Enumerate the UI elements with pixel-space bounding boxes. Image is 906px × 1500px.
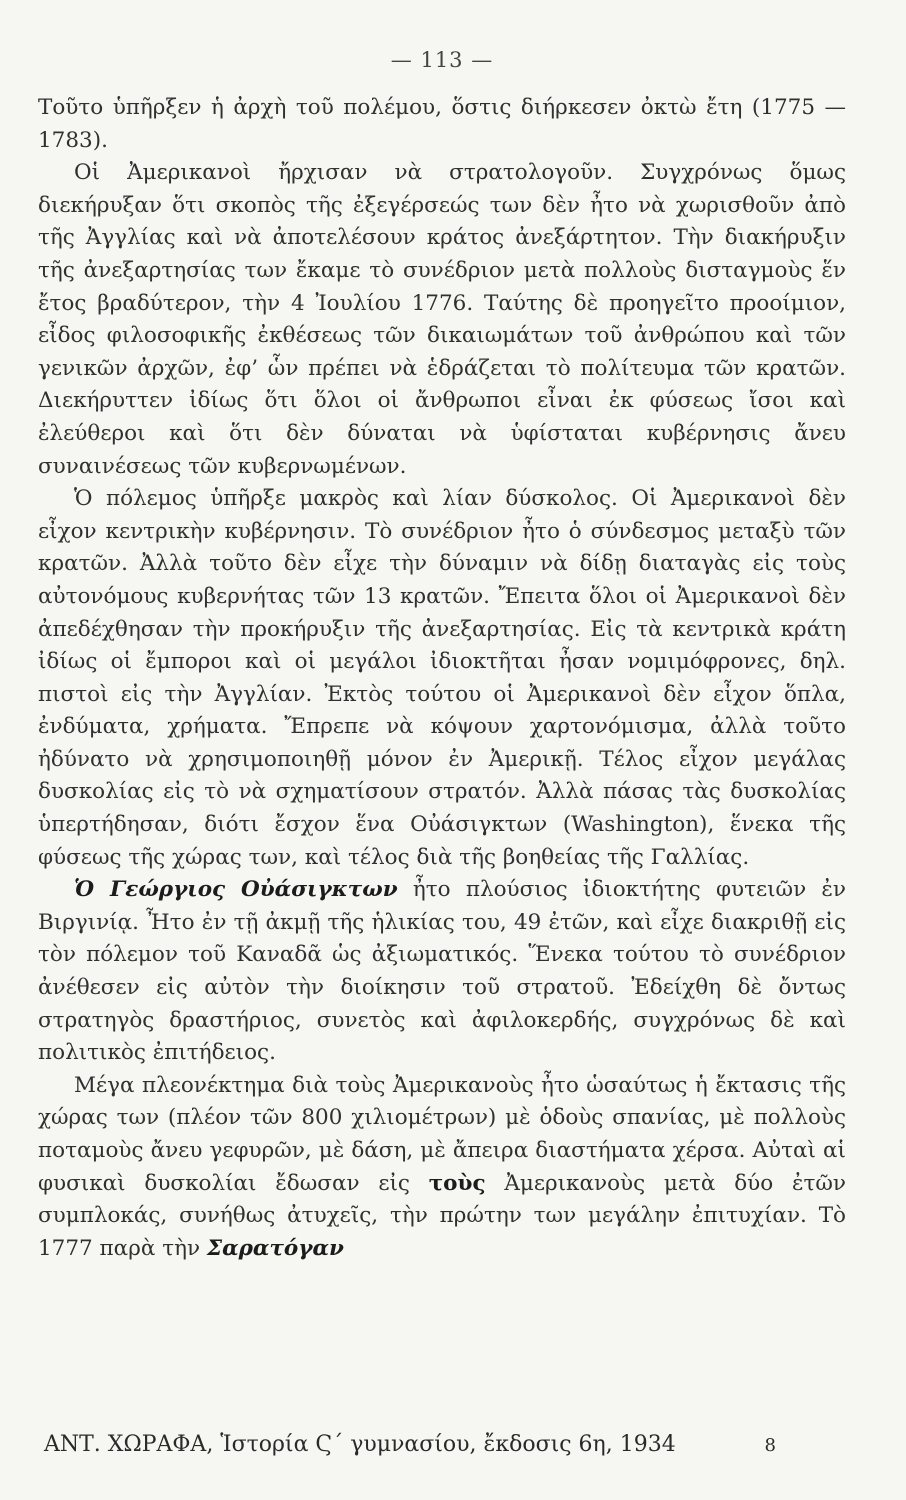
body-text	[38, 92, 846, 1265]
paragraph-1: Τοῦτο ὑπῆρξεν ἡ ἀρχὴ τοῦ πολέμου, ὅστις διήρκεσεν ὀκτὼ ἔτη (1775 — 1783).	[38, 95, 846, 153]
footer-sheet-number: 8	[764, 1435, 776, 1456]
paragraph-5-text-b: Ἀμερικανοὺς μετὰ δύο ἐτῶν συμπλοκάς, συνήθως ἀτυχεῖς, τὴν πρώτην των μεγάλην ἐπιτυχίαν. Τὸ 1777 παρὰ τὴν	[38, 1170, 846, 1261]
saratoga-emphasis: Σαρατόγαν	[206, 1235, 344, 1261]
paragraph-5-bold-word: τοὺς	[428, 1170, 486, 1196]
footer-signature: ΑΝΤ. ΧΩΡΑΦΑ, Ἱστορία Ϛ΄ γυμνασίου, ἔκδοσις 6η, 1934	[44, 1432, 676, 1457]
washington-heading: Ὁ Γεώργιος Οὐάσιγκτων	[74, 877, 398, 903]
page-number: — 113 —	[390, 48, 494, 72]
paragraph-4-text: ἦτο πλούσιος ἰδιοκτήτης φυτειῶν ἐν Βιργινίᾳ. Ἦτο ἐν τῇ ἀκμῇ τῆς ἡλικίας του, 49 ἐτῶν, καὶ εἶχε διακριθῇ εἰς τὸν πόλεμον τοῦ Καναδᾶ ὡς ἀξιωματικός. Ἕνεκα τούτου τὸ συνέδριον ἀνέθεσεν εἰς αὐτὸν τὴν διοίκησιν τοῦ στρατοῦ. Ἐδείχθη δὲ ὄντως στρατηγὸς δραστήριος, συνετὸς καὶ ἀφιλοκερδής, συγχρόνως δὲ καὶ πολιτικὸς ἐπιτήδειος.	[38, 877, 846, 1066]
paragraph-3: Ὁ πόλεμος ὑπῆρξε μακρὸς καὶ λίαν δύσκολος. Οἱ Ἀμερικανοὶ δὲν εἶχον κεντρικὴν κυβέρνησιν. Τὸ συνέδριον ἦτο ὁ σύνδεσμος μεταξὺ τῶν κρατῶν. Ἀλλὰ τοῦτο δὲν εἶχε τὴν δύναμιν νὰ δίδῃ διαταγὰς εἰς τοὺς αὐτονόμους κυβερνήτας τῶν 13 κρατῶν. Ἔπειτα ὅλοι οἱ Ἀμερικανοὶ δὲν ἀπεδέχθησαν τὴν προκήρυξιν τῆς ἀνεξαρτησίας. Εἰς τὰ κεντρικὰ κράτη ἰδίως οἱ ἔμποροι καὶ οἱ μεγάλοι ἰδιοκτῆται ἦσαν νομιμόφρονες, δηλ. πιστοὶ εἰς τὴν Ἀγγλίαν. Ἐκτὸς τούτου οἱ Ἀμερικανοὶ δὲν εἶχον ὅπλα, ἐνδύματα, χρήματα. Ἔπρεπε νὰ κόψουν χαρτονόμισμα, ἀλλὰ τοῦτο ἠδύνατο νὰ χρησιμοποιηθῇ μόνον ἐν Ἀμερικῇ. Τέλος εἶχον μεγάλας δυσκολίας εἰς τὸ νὰ σχηματίσουν στρατόν. Ἀλλὰ πάσας τὰς δυσκολίας ὑπερτήδησαν, διότι ἔσχον ἕνα Οὐάσιγκτων (Washington), ἕνεκα τῆς φύσεως τῆς χώρας των, καὶ τέλος διὰ τῆς βοηθείας τῆς Γαλλίας.	[38, 486, 846, 870]
paragraph-4	[38, 874, 846, 1070]
paragraph-5	[38, 1070, 846, 1266]
paragraph-2: Οἱ Ἀμερικανοὶ ἤρχισαν νὰ στρατολογοῦν. Συγχρόνως ὅμως διεκήρυξαν ὅτι σκοπὸς τῆς ἐξεγέρσεώς των δὲν ἦτο νὰ χωρισθοῦν ἀπὸ τῆς Ἀγγλίας καὶ νὰ ἀποτελέσουν κράτος ἀνεξάρτητον. Τὴν διακήρυξιν τῆς ἀνεξαρτησίας των ἔκαμε τὸ συνέδριον μετὰ πολλοὺς δισταγμοὺς ἕν ἔτος βραδύτερον, τὴν 4 Ἰουλίου 1776. Ταύτης δὲ προηγεῖτο προοίμιον, εἶδος φιλοσοφικῆς ἐκθέσεως τῶν δικαιωμάτων τοῦ ἀνθρώπου καὶ τῶν γενικῶν ἀρχῶν, ἐφ’ ὧν πρέπει νὰ ἑδράζεται τὸ πολίτευμα τῶν κρατῶν. Διεκήρυττεν ἰδίως ὅτι ὅλοι οἱ ἄνθρωποι εἶναι ἐκ φύσεως ἴσοι καὶ ἐλεύθεροι καὶ ὅτι δὲν δύναται νὰ ὑφίσταται κυβέρνησις ἄνευ συναινέσεως τῶν κυβερνωμένων.	[38, 160, 846, 479]
paragraph-5-text-a: Μέγα πλεονέκτημα διὰ τοὺς Ἀμερικανοὺς ἦτο ὡσαύτως ἡ ἔκτασις τῆς χώρας των (πλέον τῶν 800 χιλιομέτρων) μὲ ὁδοὺς σπανίας, μὲ πολλοὺς ποταμοὺς ἄνευ γεφυρῶν, μὲ δάση, μὲ ἄπειρα διαστήματα χέρσα. Αὐταὶ αἱ φυσικαὶ δυσκολίαι ἔδωσαν εἰς	[38, 1072, 846, 1196]
page-footer	[44, 1432, 776, 1457]
